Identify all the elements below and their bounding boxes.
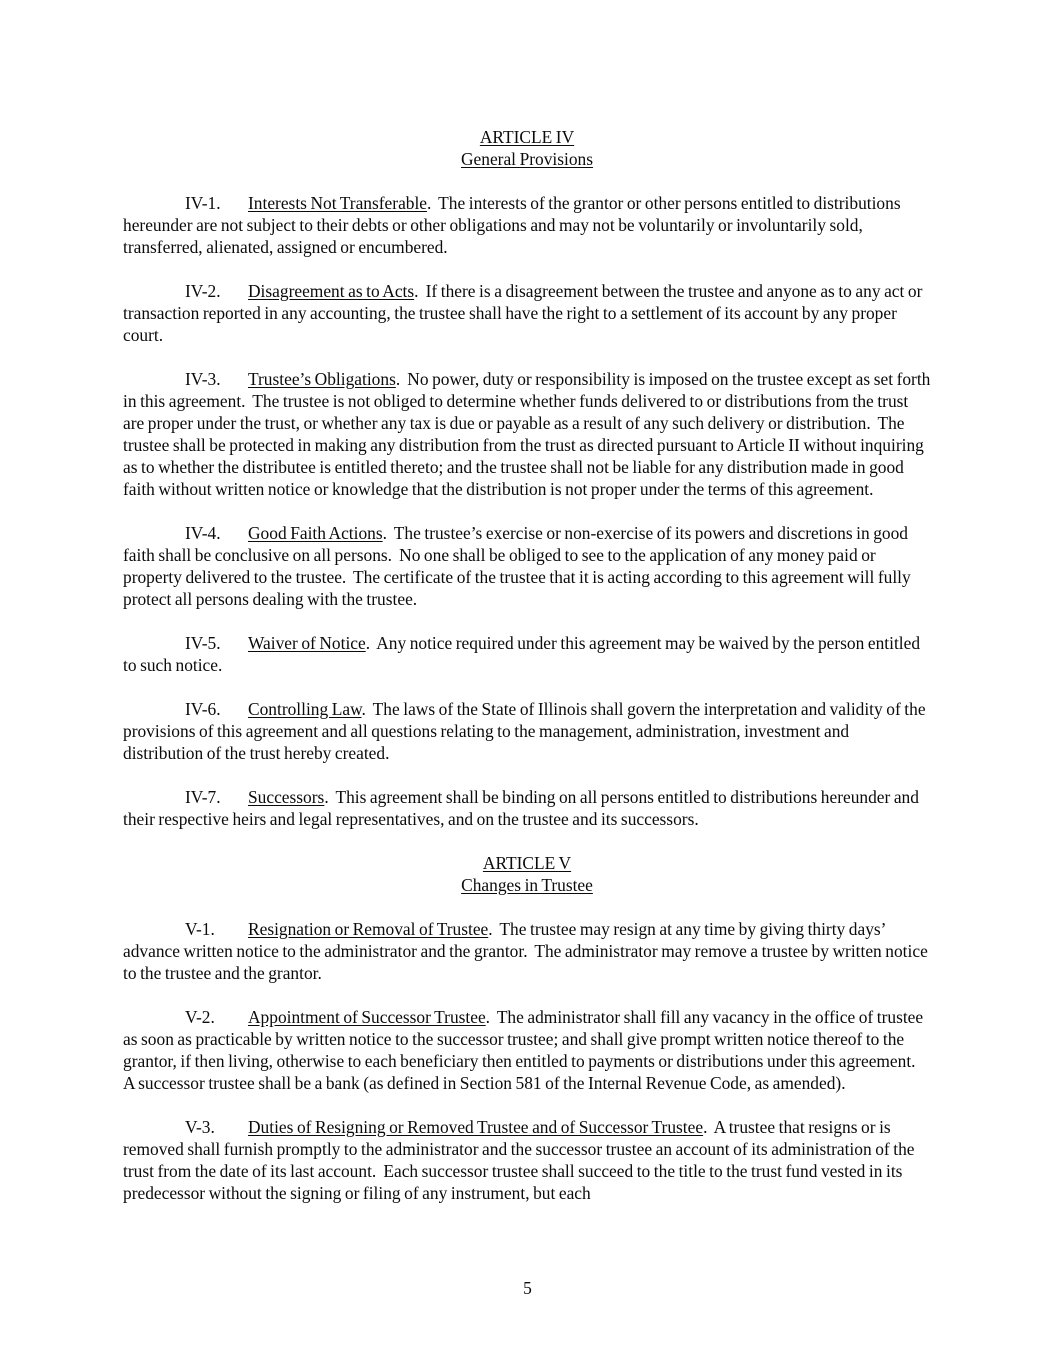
paragraph-body: Any notice required under this agreement may be waived by the person entitled to such notice. — [123, 633, 924, 675]
page-number: 5 — [523, 1278, 532, 1298]
paragraph-heading: Controlling Law — [248, 699, 362, 719]
paragraph-heading: Good Faith Actions — [248, 523, 383, 543]
heading-terminator: . — [361, 699, 373, 719]
document-body — [123, 126, 934, 1204]
heading-terminator: . — [382, 523, 394, 543]
paragraph-number: IV-5. — [185, 633, 221, 653]
paragraph-heading: Disagreement as to Acts — [248, 281, 415, 301]
heading-terminator: . — [427, 193, 439, 213]
paragraph-v-1 — [123, 918, 931, 984]
paragraph-body: No power, duty or responsibility is imposed on the trustee except as set forth in this agreement. The trustee is not obliged to determine whether funds delivered to or distributions from the trust are proper under the trust, or whether any tax is due or payable as a result of any such delivery or distribution. The trustee shall be protected in making any distribution from the trust as directed pursuant to Article II without inquiring as to whether the distributee is entitled thereto; and the trustee shall not be liable for any distribution made in good faith without written notice or knowledge that the distribution is not proper under the terms of this agreement. — [123, 369, 934, 499]
paragraph-iv-3 — [123, 368, 934, 500]
paragraph-body: The trustee’s exercise or non-exercise of its powers and discretions in good faith shall be conclusive on all persons. No one shall be obliged to see to the application of any money paid or property delivered to the trustee. The certificate of the trustee that it is acting according to this agreement will fully protect all persons dealing with the trustee. — [123, 523, 915, 609]
paragraph-number: IV-1. — [185, 193, 221, 213]
paragraph-heading: Appointment of Successor Trustee — [248, 1007, 486, 1027]
paragraph-body: The interests of the grantor or other persons entitled to distributions hereunder are not subject to their debts or other obligations and may not be voluntarily or involuntarily sold, transferred, alienated, assigned or encumbered. — [123, 193, 905, 257]
article-title: ARTICLE V — [482, 853, 572, 873]
paragraph-iv-4 — [123, 522, 931, 610]
heading-terminator: . — [365, 633, 377, 653]
paragraph-heading: Waiver of Notice — [248, 633, 366, 653]
paragraph-number: IV-2. — [185, 281, 221, 301]
paragraph-body: If there is a disagreement between the trustee and anyone as to any act or transaction reported in any accounting, the trustee shall have the right to a settlement of its account by any proper court. — [123, 281, 926, 345]
article-section — [123, 126, 934, 830]
paragraph-number: V-1. — [185, 919, 215, 939]
paragraph-v-2 — [123, 1006, 931, 1094]
paragraph-iv-2 — [123, 280, 931, 346]
paragraph-body: This agreement shall be binding on all persons entitled to distributions hereunder and their respective heirs and legal representatives, and on the trustee and its successors. — [123, 787, 923, 829]
heading-terminator: . — [414, 281, 426, 301]
article-subtitle: General Provisions — [460, 149, 594, 169]
paragraph-iv-5 — [123, 632, 931, 676]
heading-terminator: . — [485, 1007, 497, 1027]
heading-terminator: . — [395, 369, 408, 389]
heading-terminator: . — [488, 919, 500, 939]
paragraph-body: The laws of the State of Illinois shall govern the interpretation and validity of the provisions of this agreement and all questions relating to the management, administration, investment and distribution of the trust hereby created. — [123, 699, 930, 763]
article-section — [123, 852, 931, 1204]
paragraph-iv-6 — [123, 698, 931, 764]
paragraph-number: IV-6. — [185, 699, 221, 719]
paragraph-number: IV-4. — [185, 523, 221, 543]
article-subtitle: Changes in Trustee — [461, 875, 593, 895]
paragraph-number: IV-3. — [185, 369, 221, 389]
paragraph-heading: Successors — [248, 787, 325, 807]
heading-terminator: . — [324, 787, 336, 807]
article-title: ARTICLE IV — [479, 127, 575, 147]
paragraph-heading: Duties of Resigning or Removed Trustee and of Successor Trustee — [248, 1117, 704, 1137]
paragraph-body: The administrator shall fill any vacancy in the office of trustee as soon as practicable by written notice to the successor trustee; and shall give prompt written notice thereof to the grantor, if then living, otherwise to each beneficiary then entitled to payments or distributions under this agreement. A successor trustee shall be a bank (as defined in Section 581 of the Internal Revenue Code, as amended). — [123, 1007, 927, 1093]
paragraph-number: V-3. — [185, 1117, 215, 1137]
paragraph-v-3 — [123, 1116, 931, 1204]
paragraph-heading: Resignation or Removal of Trustee — [248, 919, 489, 939]
heading-terminator: . — [703, 1117, 714, 1137]
paragraph-iv-7 — [123, 786, 931, 830]
paragraph-number: V-2. — [185, 1007, 215, 1027]
paragraph-body: A trustee that resigns or is removed shall furnish promptly to the administrator and the successor trustee an account of its administration of the trust from the date of its last account. Each successor trustee shall succeed to the title to the trust fund vested in its predecessor without the signing or filing of any instrument, but each — [123, 1117, 919, 1203]
paragraph-body: The trustee may resign at any time by giving thirty days’ advance written notice to the administrator and the grantor. The administrator may remove a trustee by written notice to the trustee and the grantor. — [123, 919, 932, 983]
paragraph-heading: Trustee’s Obligations — [248, 369, 396, 389]
paragraph-number: IV-7. — [185, 787, 221, 807]
paragraph-iv-1 — [123, 192, 931, 258]
paragraph-heading: Interests Not Transferable — [248, 193, 428, 213]
